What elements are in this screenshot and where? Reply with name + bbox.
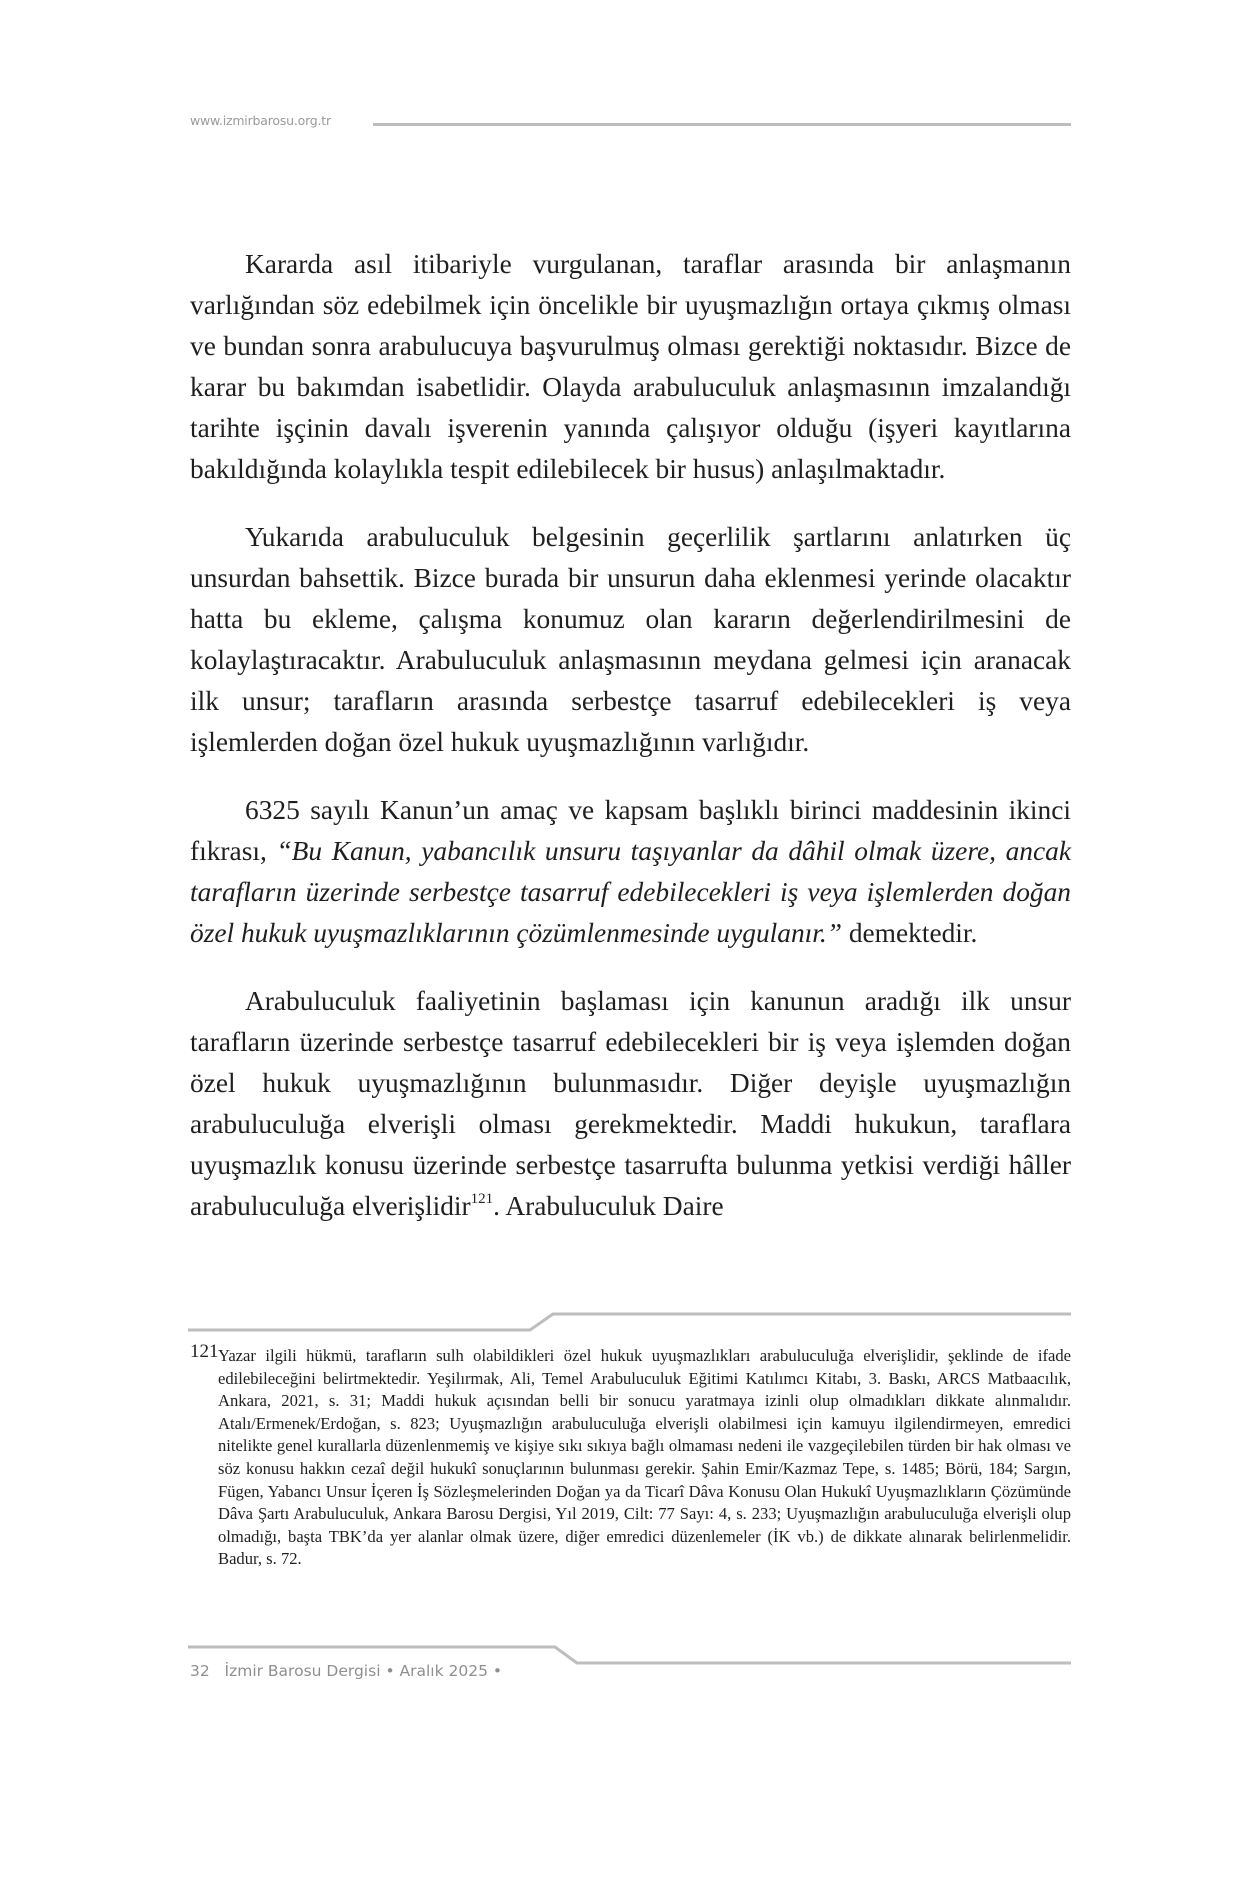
footer [190, 1662, 502, 1680]
issue-date: Aralık 2025 [399, 1662, 488, 1680]
header-url: www.izmirbarosu.org.tr [190, 113, 331, 128]
footnote-reference[interactable]: 121 [470, 1191, 494, 1207]
paragraph-tail: demektedir. [841, 918, 978, 948]
paragraph-lead: 6325 sayılı Kanun’un amaç ve kapsam başlıklı birinci maddesinin ikinci fıkrası, [190, 795, 1071, 866]
footnote-text: Yazar ilgili hükmü, tarafların sulh olabildikleri özel hukuk uyuşmazlıkları arabuluculuğa elverişlidir, şeklinde de ifade edilebileceğini belirtmektedir. Yeşilırmak, Ali, Temel Arabuluculuk Eğitimi Katılımcı Kitabı, 3. Baskı, ARCS Matbaacılık, Ankara, 2021, s. 31; Maddi hukuk açısından belli bir sonucu yaratmaya izinli olup olmadıkları dikkate alınmalıdır. Atalı/Ermenek/Erdoğan, s. 823; Uyuşmazlığın arabuluculuğa elverişli olabilmesi için kamuyu ilgilendirmeyen, emredici nitelikte genel kurallarla düzenlenmemiş ve kişiye sıkı sıkıya bağlı olmaması nedeni ile vazgeçilebilen türden bir hak olması ve söz konusu hakkın cezaî değil hukukî sonuçlarının bulunması gerekir. Şahin Emir/Kazmaz Tepe, s. 1485; Börü, 184; Sargın, Fügen, Yabancı Unsur İçeren İş Sözleşmelerinden Doğan ya da Ticarî Dâva Konusu Olan Hukukî Uyuşmazlıkların Çözümünde Dâva Şartı Arabuluculuk, Ankara Barosu Dergisi, Yıl 2019, Cilt: 77 Sayı: 4, s. 233; Uyuşmazlığın arabuluculuğa elverişli olup olmadığı, başta TBK’da yer alanlar olmak üzere, diğer emredici düzenlemeler (İK vb.) de dikkate alınarak belirlenmelidir. Badur, s. 72. [218, 1346, 1071, 1569]
separator-dot: • [385, 1662, 395, 1680]
paragraph-text: Arabuluculuk faaliyetinin başlaması için kanunun aradığı ilk unsur tarafların üzerinde serbestçe tasarruf edebilecekleri bir iş veya işlemden doğan özel hukuk uyuşmazlığının bulunmasıdır. Diğer deyişle uyuşmazlığın arabuluculuğa elverişli olması gerekmektedir. Maddi hukukun, taraflara uyuşmazlık konusu üzerinde serbestçe tasarrufta bulunma yetkisi verdiği hâller arabuluculuğa elverişlidir [190, 986, 1071, 1221]
separator-dot: • [492, 1662, 503, 1680]
footnotes [190, 1341, 1071, 1571]
footnote [190, 1341, 1071, 1571]
paragraph: Kararda asıl itibariyle vurgulanan, taraflar arasında bir anlaşmanın varlığından söz edebilmek için öncelikle bir uyuşmazlığın ortaya çıkmış olması ve bundan sonra arabulucuya başvurulmuş olması gerektiği noktasıdır. Bizce de karar bu bakımdan isabetlidir. Olayda arabuluculuk anlaşmasının imzalandığı tarihte işçinin davalı işverenin yanında çalışıyor olduğu (işyeri kayıtlarına bakıldığında kolaylıkla tespit edilebilecek bir husus) anlaşılmaktadır. [190, 249, 1071, 484]
law-quote: “Bu Kanun, yabancılık unsuru taşıyanlar da dâhil olmak üzere, ancak tarafların üzerinde serbestçe tasarruf edebilecekleri iş veya işlemlerden doğan özel hukuk uyuşmazlıklarının çözümlenmesinde uygulanır.” [190, 836, 1071, 948]
paragraph: Yukarıda arabuluculuk belgesinin geçerlilik şartlarını anlatırken üç unsurdan bahsettik. Bizce burada bir unsurun daha eklenmesi yerinde olacaktır hatta bu ekleme, çalışma konumuz olan kararın değerlendirilmesini de kolaylaştıracaktır. Arabuluculuk anlaşmasının meydana gelmesi için aranacak ilk unsur; tarafların arasında serbestçe tasarruf edebilecekleri iş veya işlemlerden doğan özel hukuk uyuşmazlığının varlığıdır. [190, 522, 1071, 757]
journal-name: İzmir Barosu Dergisi [224, 1662, 381, 1680]
footnote-number: 121 [190, 1341, 219, 1362]
footnote-separator [188, 1314, 1071, 1330]
paragraph-continuation: . Arabuluculuk Daire [493, 1191, 724, 1221]
footer-rule [188, 1647, 1071, 1663]
page-number: 32 [190, 1662, 210, 1680]
